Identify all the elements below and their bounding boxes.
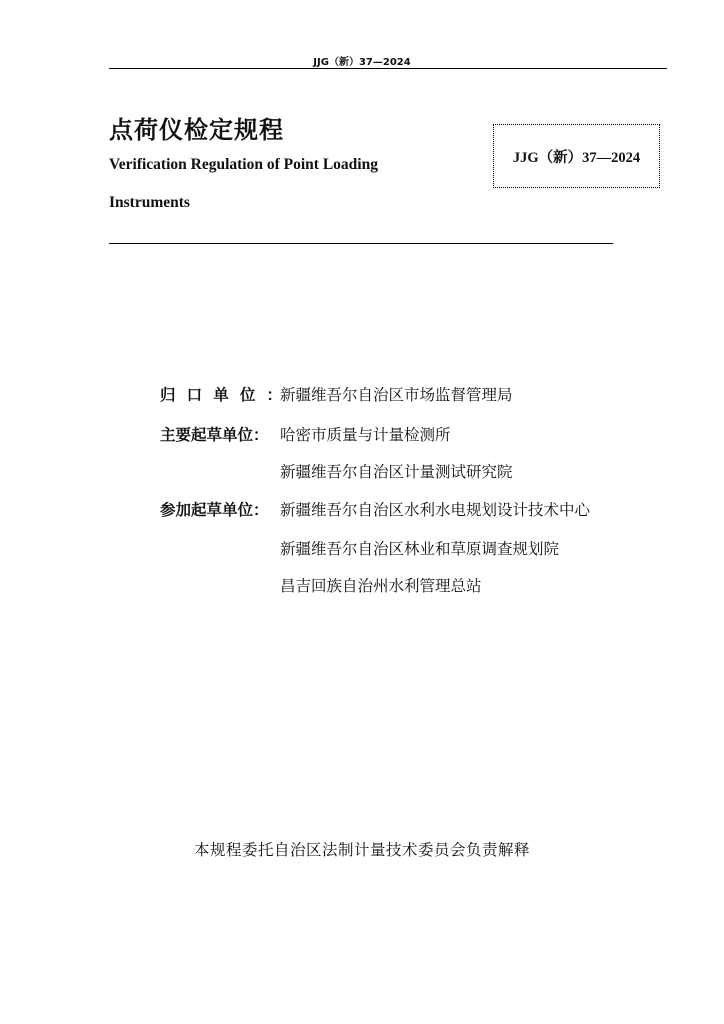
participating-drafting-unit-value-2: 新疆维吾尔自治区林业和草原调查规划院	[280, 540, 560, 558]
responsible-unit-label: 归 口 单 位 ：	[160, 386, 282, 404]
participating-drafting-unit-row	[160, 498, 590, 520]
main-drafting-unit-row	[160, 423, 451, 445]
responsible-unit-row	[160, 383, 513, 405]
regulation-code: JJG（新）37—2024	[512, 149, 641, 166]
responsible-unit-value: 新疆维吾尔自治区市场监督管理局	[280, 386, 513, 404]
regulation-code-box	[493, 124, 660, 188]
title-chinese: 点荷仪检定规程	[109, 116, 284, 144]
title-english-line-2: Instruments	[109, 194, 190, 211]
interpretation-note: 本规程委托自治区法制计量技术委员会负责解释	[193, 841, 530, 859]
participating-drafting-unit-value-1: 新疆维吾尔自治区水利水电规划设计技术中心	[280, 501, 591, 519]
title-english-line-1: Verification Regulation of Point Loading	[109, 156, 378, 173]
participating-drafting-unit-label: 参加起草单位：	[160, 501, 269, 519]
header-rule	[109, 68, 667, 69]
main-drafting-unit-value-1: 哈密市质量与计量检测所	[280, 426, 451, 444]
title-rule	[109, 243, 613, 244]
main-drafting-unit-value-2: 新疆维吾尔自治区计量测试研究院	[280, 463, 513, 481]
running-header-code: JJG（新）37—2024	[313, 57, 411, 68]
main-drafting-unit-label: 主要起草单位：	[160, 426, 269, 444]
participating-drafting-unit-value-3: 昌吉回族自治州水利管理总站	[280, 577, 482, 595]
